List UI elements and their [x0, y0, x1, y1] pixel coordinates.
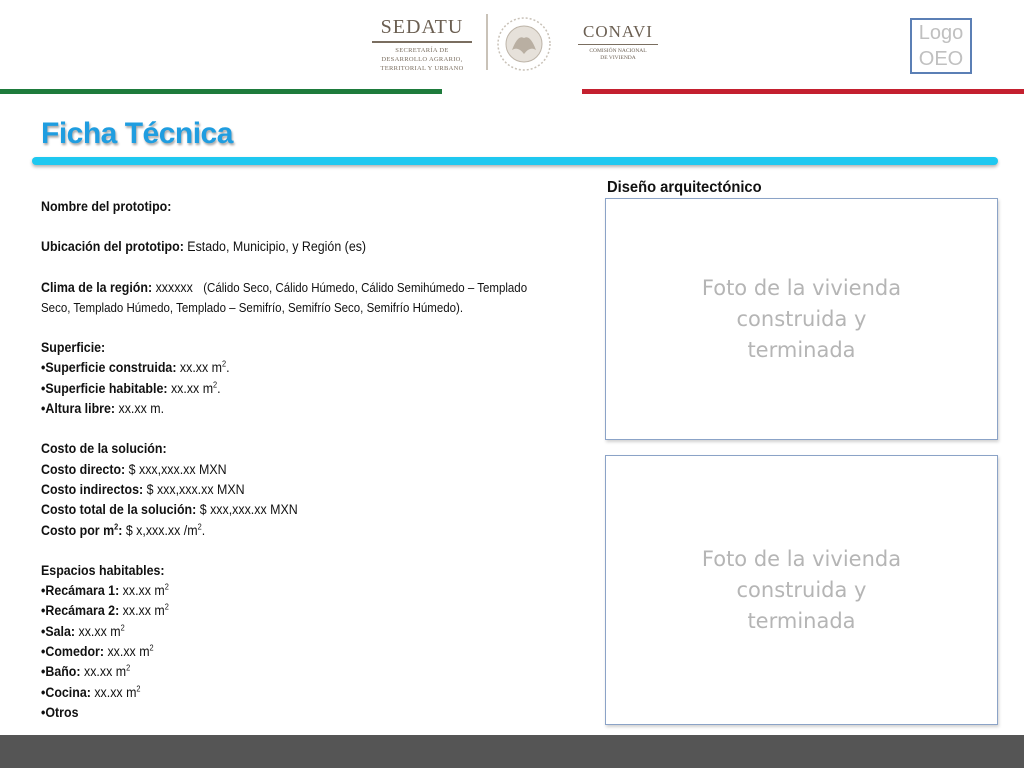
espacio-item: •Recámara 2: xx.xx $m^2$ — [41, 602, 169, 619]
sedatu-logo — [372, 16, 472, 73]
logo-divider — [486, 14, 488, 70]
conavi-name: CONAVI — [578, 22, 658, 45]
page-title: Ficha Técnica — [41, 117, 233, 150]
costo-indirectos: Costo indirectos: $ xxx,xxx.xx MXN — [41, 481, 245, 497]
costo-por-m2: Costo por $m^2$: $ x,xxx.xx $/m^2$. — [41, 522, 206, 538]
espacio-item: •Recámara 1: xx.xx $m^2$ — [41, 582, 169, 599]
title-underline — [32, 157, 998, 165]
espacio-item: •Sala: xx.xx $m^2$ — [41, 623, 125, 639]
espacio-item: •Comedor: xx.xx $m^2$ — [41, 643, 154, 660]
footer-bar — [0, 735, 1024, 768]
superficie-heading: Superficie: — [41, 340, 106, 356]
green-divider — [0, 89, 442, 94]
altura-libre: •Altura libre: xx.xx m. — [41, 401, 165, 417]
photo-placeholder-2: Foto de la vivienda construida y terminada — [605, 455, 998, 725]
ficha-content — [41, 197, 538, 723]
sedatu-name: SEDATU — [372, 16, 472, 43]
espacio-otros: •Otros — [41, 704, 79, 720]
sedatu-subtitle: SECRETARÍA DE DESARROLLO AGRARIO, TERRITORIAL Y URBANO — [380, 47, 464, 72]
logo-oeo-placeholder: Logo OEO — [910, 18, 972, 74]
superficie-habitable: •Superficie habitable: xx.xx $m^2$. — [41, 380, 221, 396]
nombre-row: Nombre del prototipo: — [41, 199, 172, 214]
conavi-subtitle: COMISIÓN NACIONAL DE VIVIENDA — [589, 48, 647, 61]
ubicacion-row: Ubicación del prototipo: Estado, Municipio, y Región (es) — [41, 239, 367, 255]
superficie-construida: •Superficie construida: xx.xx $m^2$. — [41, 359, 230, 376]
conavi-logo — [578, 22, 658, 62]
clima-row: Clima de la región: xxxxxx (Cálido Seco, Cálido Húmedo, Cálido Semihúmedo – Templado Seco, Templado Húmedo, Templado – Semifrío, Semifrío Seco, Semifrío Húmedo). — [41, 279, 528, 315]
costo-directo: Costo directo: $ xxx,xxx.xx MXN — [41, 461, 227, 477]
costo-total: Costo total de la solución: $ xxx,xxx.xx MXN — [41, 502, 298, 518]
design-heading: Diseño arquitectónico — [607, 179, 762, 196]
espacio-item: •Baño: xx.xx $m^2$ — [41, 663, 131, 680]
national-seal-icon — [496, 16, 552, 72]
red-divider — [582, 89, 1024, 94]
espacios-heading: Espacios habitables: — [41, 562, 165, 578]
costo-heading: Costo de la solución: — [41, 441, 167, 457]
photo-placeholder-1: Foto de la vivienda construida y terminada — [605, 198, 998, 440]
espacio-item: •Cocina: xx.xx $m^2$ — [41, 684, 141, 700]
